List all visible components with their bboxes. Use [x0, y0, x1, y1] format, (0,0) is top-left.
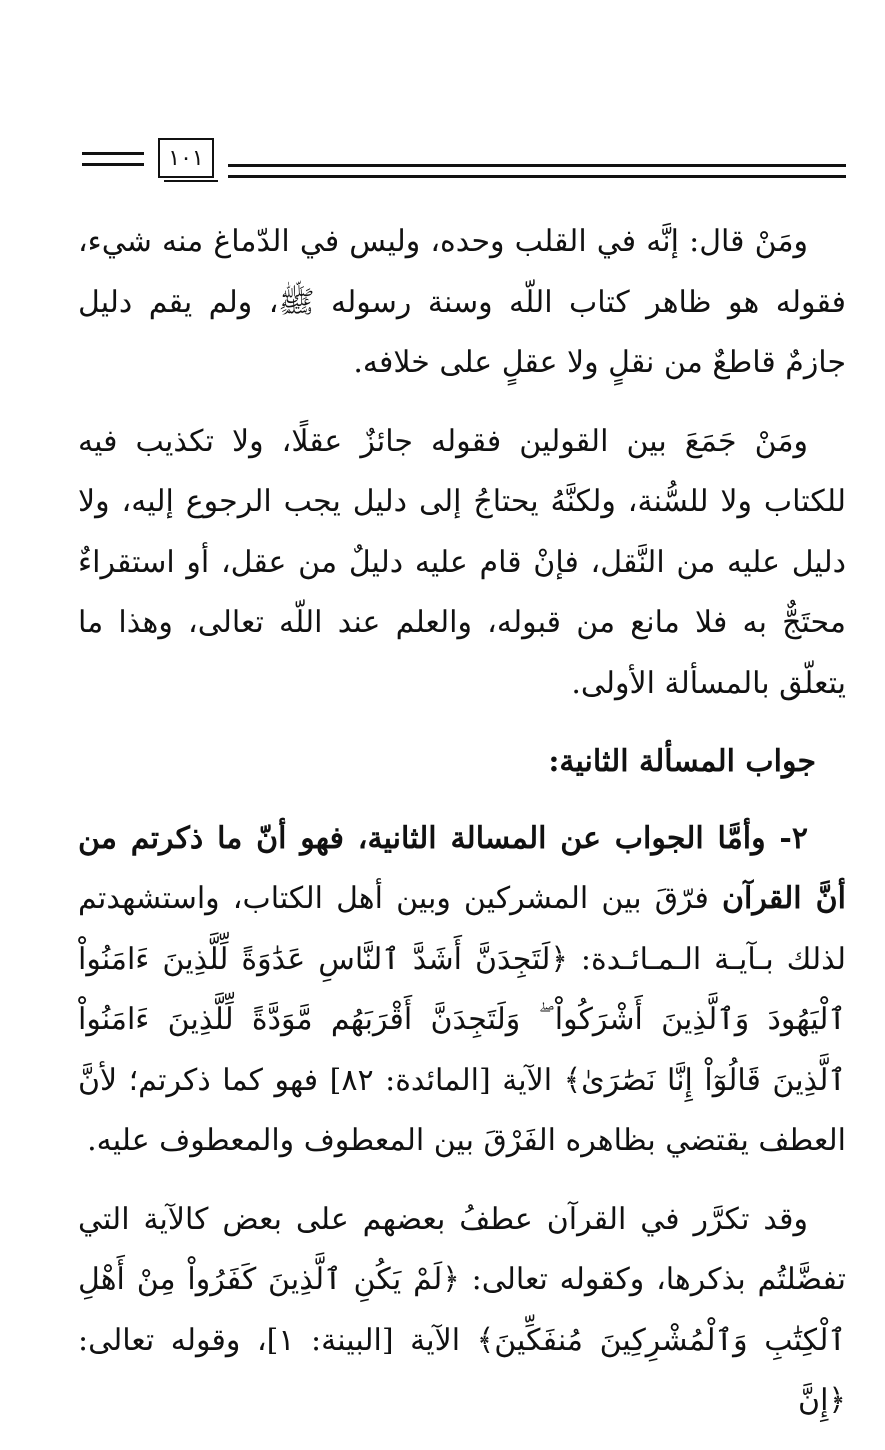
paragraph-3-text: فرّقَ بين المشركين وبين أهل الكتاب، واستشهدتم لذلك بـآيـة الـمـائـدة: ﴿لَتَجِدَنَّ أَشَدَّ ٱلنَّاسِ عَدَٰوَةً لِّلَّذِينَ ءَامَنُواْ ٱلْيَهُودَ وَٱلَّذِينَ أَشْرَكُواْ ۖ وَلَتَجِدَنَّ أَقْرَبَهُم مَّوَدَّةً لِّلَّذِينَ ءَامَنُواْ ٱلَّذِينَ قَالُوٓاْ إِنَّا نَصَٰرَىٰ﴾ الآية [المائدة: ٨٢] فهو كما ذكرتم؛ لأنَّ العطف يقتضي بظاهره الفَرْقَ بين المعطوف والمعطوف عليه. [78, 881, 847, 1158]
section-heading: جواب المسألة الثانية: [548, 744, 816, 779]
paragraph-3-lead: ٢- وأمَّا الجواب عن المسالة الثانية، فهو أنّ ما ذكرتم من أنَّ القرآن [78, 820, 846, 916]
header-rule-right [228, 164, 846, 178]
page-body [78, 212, 846, 1450]
paragraph-3 [78, 809, 846, 1172]
page-number: ١٠١ [158, 138, 214, 178]
page-header [82, 138, 846, 182]
paragraph-1: ومَنْ قال: إنَّه في القلب وحده، وليس في الدّماغ منه شيء، فقوله هو ظاهر كتاب اللّه وسنة رسوله ﷺ، ولم يقم دليل جازمٌ قاطعٌ من نقلٍ ولا عقلٍ على خلافه. [78, 224, 846, 380]
paragraph-2: ومَنْ جَمَعَ بين القولين فقوله جائزٌ عقلًا، ولا تكذيب فيه للكتاب ولا للسُّنة، ولكنَّهُ يحتاجُ إلى دليل يجب الرجوع إليه، ولا دليل عليه من النَّقل، فإنْ قام عليه دليلٌ من عقل، أو استقراءٌ محتَجٌّ به فلا مانع من قبوله، والعلم عند اللّه تعالى، وهذا ما يتعلّق بالمسألة الأولى. [78, 423, 846, 701]
header-rule-left [82, 152, 144, 166]
paragraph-4: وقد تكرَّر في القرآن عطفُ بعضهم على بعض كالآية التي تفضَّلتُم بذكرها، وكقوله تعالى: ﴿لَمْ يَكُنِ ٱلَّذِينَ كَفَرُواْ مِنْ أَهْلِ ٱلْكِتَٰبِ وَٱلْمُشْرِكِينَ مُنفَكِّينَ﴾ الآية [البينة: ١]، وقوله تعالى: ﴿إِنَّ [78, 1201, 846, 1418]
